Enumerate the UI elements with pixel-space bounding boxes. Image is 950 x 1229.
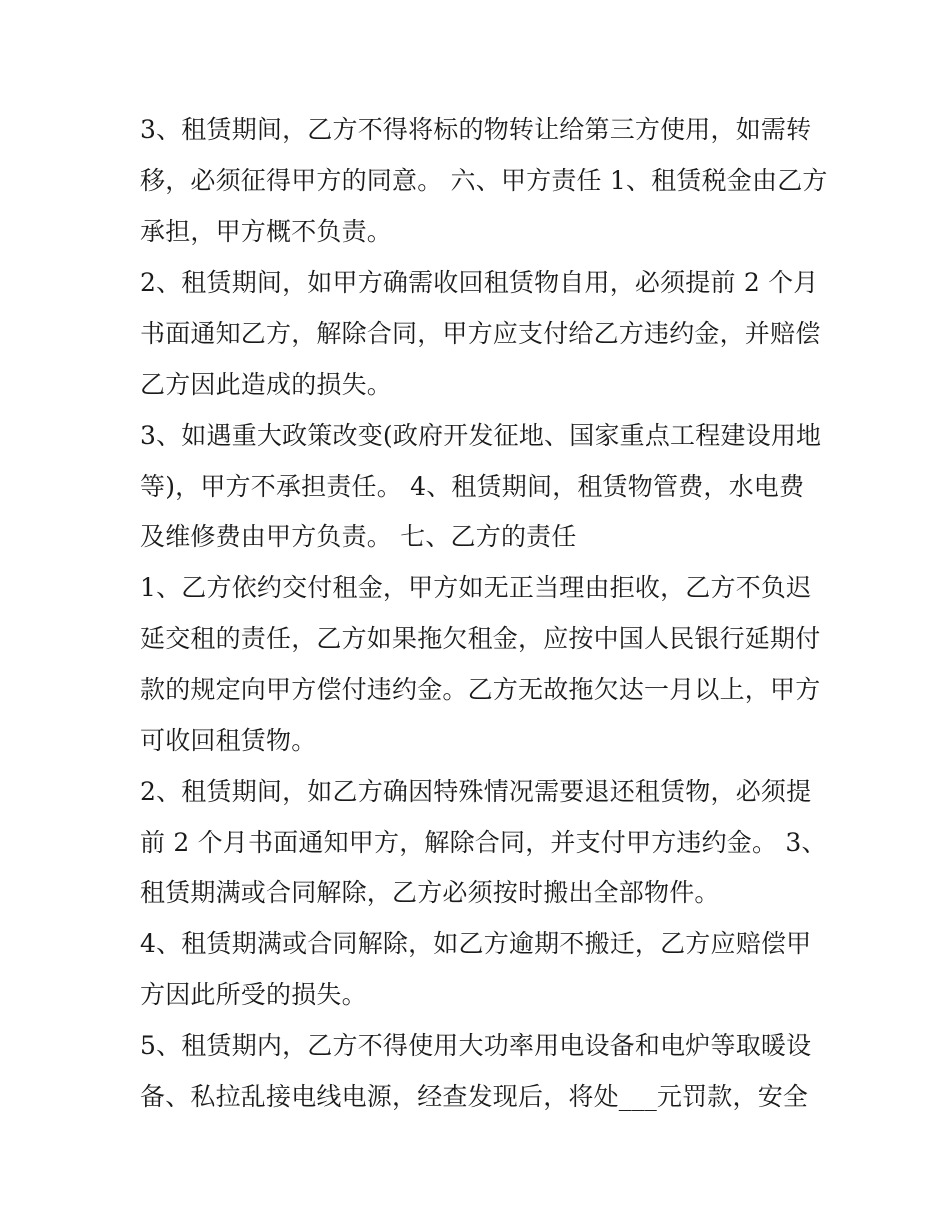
- text-line: 可收回租赁物。: [140, 726, 317, 755]
- text-line: 及维修费由甲方负责。 七、乙方的责任: [140, 522, 577, 551]
- text-line: 4、租赁期满或合同解除，如乙方逾期不搬迁，乙方应赔偿甲: [140, 929, 812, 958]
- text-line: 租赁期满或合同解除，乙方必须按时搬出全部物件。: [140, 878, 720, 907]
- text-line: 延交租的责任，乙方如果拖欠租金，应按中国人民银行延期付: [140, 624, 821, 653]
- text-line: 前 2 个月书面通知甲方，解除合同，并支付甲方违约金。 3、: [140, 828, 827, 857]
- text-line: 方因此所受的损失。: [140, 980, 367, 1009]
- text-line: 书面通知乙方，解除合同，甲方应支付给乙方违约金，并赔偿: [140, 319, 821, 348]
- text-line: 3、租赁期间，乙方不得将标的物转让给第三方使用，如需转: [140, 115, 812, 144]
- text-line: 3、如遇重大政策改变(政府开发征地、国家重点工程建设用地: [140, 421, 822, 450]
- text-line: 乙方因此造成的损失。: [140, 370, 393, 399]
- text-line: 承担，甲方概不负责。: [140, 217, 393, 246]
- text-line: 款的规定向甲方偿付违约金。乙方无故拖欠达一月以上，甲方: [140, 675, 821, 704]
- text-line: 1、乙方依约交付租金，甲方如无正当理由拒收，乙方不负迟: [140, 573, 812, 602]
- text-line: 等)，甲方不承担责任。 4、租赁期间，租赁物管费，水电费: [140, 472, 805, 501]
- text-line: 2、租赁期间，如甲方确需收回租赁物自用，必须提前 2 个月: [140, 268, 819, 297]
- text-line: 备、私拉乱接电线电源，经查发现后，将处___元罚款，安全: [140, 1082, 809, 1111]
- text-line: 移，必须征得甲方的同意。 六、甲方责任 1、租赁税金由乙方: [140, 166, 828, 195]
- text-line: 5、租赁期内，乙方不得使用大功率用电设备和电炉等取暖设: [140, 1031, 812, 1060]
- text-line: 2、租赁期间，如乙方确因特殊情况需要退还租赁物，必须提: [140, 777, 812, 806]
